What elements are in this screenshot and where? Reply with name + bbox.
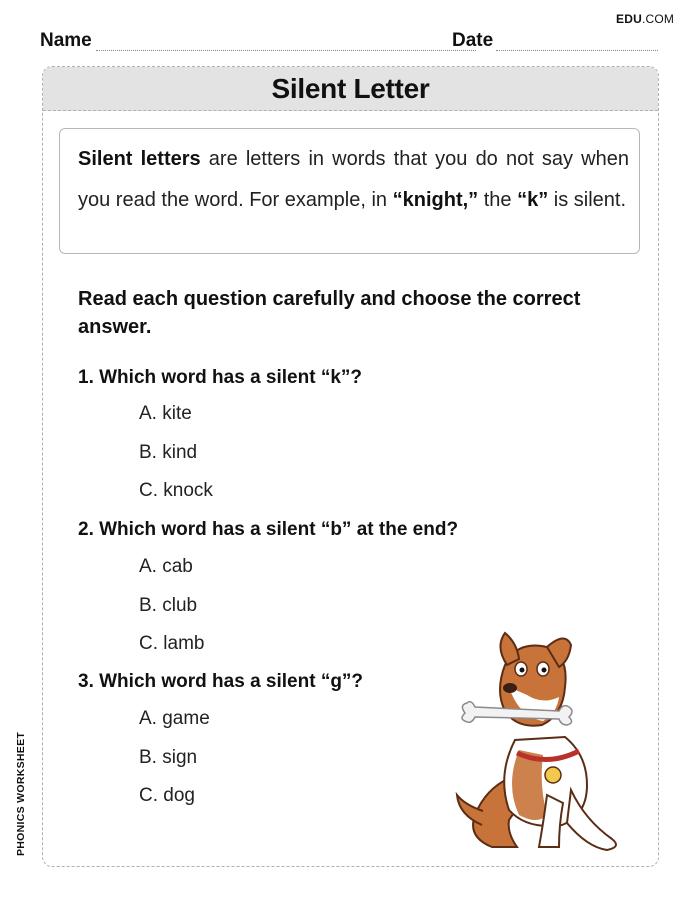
intro-text-3: is silent. xyxy=(548,189,627,211)
name-line[interactable] xyxy=(96,50,476,51)
name-date-row xyxy=(40,30,660,54)
name-label: Name xyxy=(40,30,92,51)
question-1-option-a[interactable]: A. kite xyxy=(139,403,192,424)
question-1-option-b[interactable]: B. kind xyxy=(139,442,198,463)
intro-term: Silent letters xyxy=(78,148,201,170)
intro-text-1: are letters in words that you do not say when you read the word. For example, in xyxy=(78,148,629,211)
intro-box xyxy=(59,128,640,254)
brand-logo xyxy=(616,12,674,26)
date-label: Date xyxy=(452,30,494,51)
instructions: Read each question carefully and choose the correct answer. xyxy=(78,288,581,338)
side-label: PHONICS WORKSHEET xyxy=(15,731,27,856)
question-2-option-c[interactable]: C. lamb xyxy=(139,633,205,654)
date-line[interactable] xyxy=(496,50,658,51)
worksheet-title: Silent Letter xyxy=(271,72,430,104)
dog-with-bone-icon xyxy=(447,625,637,855)
question-2-option-a[interactable]: A. cab xyxy=(139,556,193,577)
question-1: 1. Which word has a silent “k”? xyxy=(78,367,362,388)
question-2: 2. Which word has a silent “b” at the end? xyxy=(78,519,459,540)
intro-example-word: “knight,” xyxy=(392,189,479,211)
brand-logo-edu: EDU xyxy=(616,12,642,26)
question-3-option-b[interactable]: B. sign xyxy=(139,747,198,768)
intro-text-2: the xyxy=(478,189,518,211)
worksheet-header xyxy=(43,67,658,111)
intro-example-letter: “k” xyxy=(517,189,549,211)
question-3-option-a[interactable]: A. game xyxy=(139,708,210,729)
question-3-option-c[interactable]: C. dog xyxy=(139,785,195,806)
question-3: 3. Which word has a silent “g”? xyxy=(78,671,364,692)
question-2-option-b[interactable]: B. club xyxy=(139,595,198,616)
question-1-option-c[interactable]: C. knock xyxy=(139,480,213,501)
brand-logo-com: .COM xyxy=(641,12,675,26)
